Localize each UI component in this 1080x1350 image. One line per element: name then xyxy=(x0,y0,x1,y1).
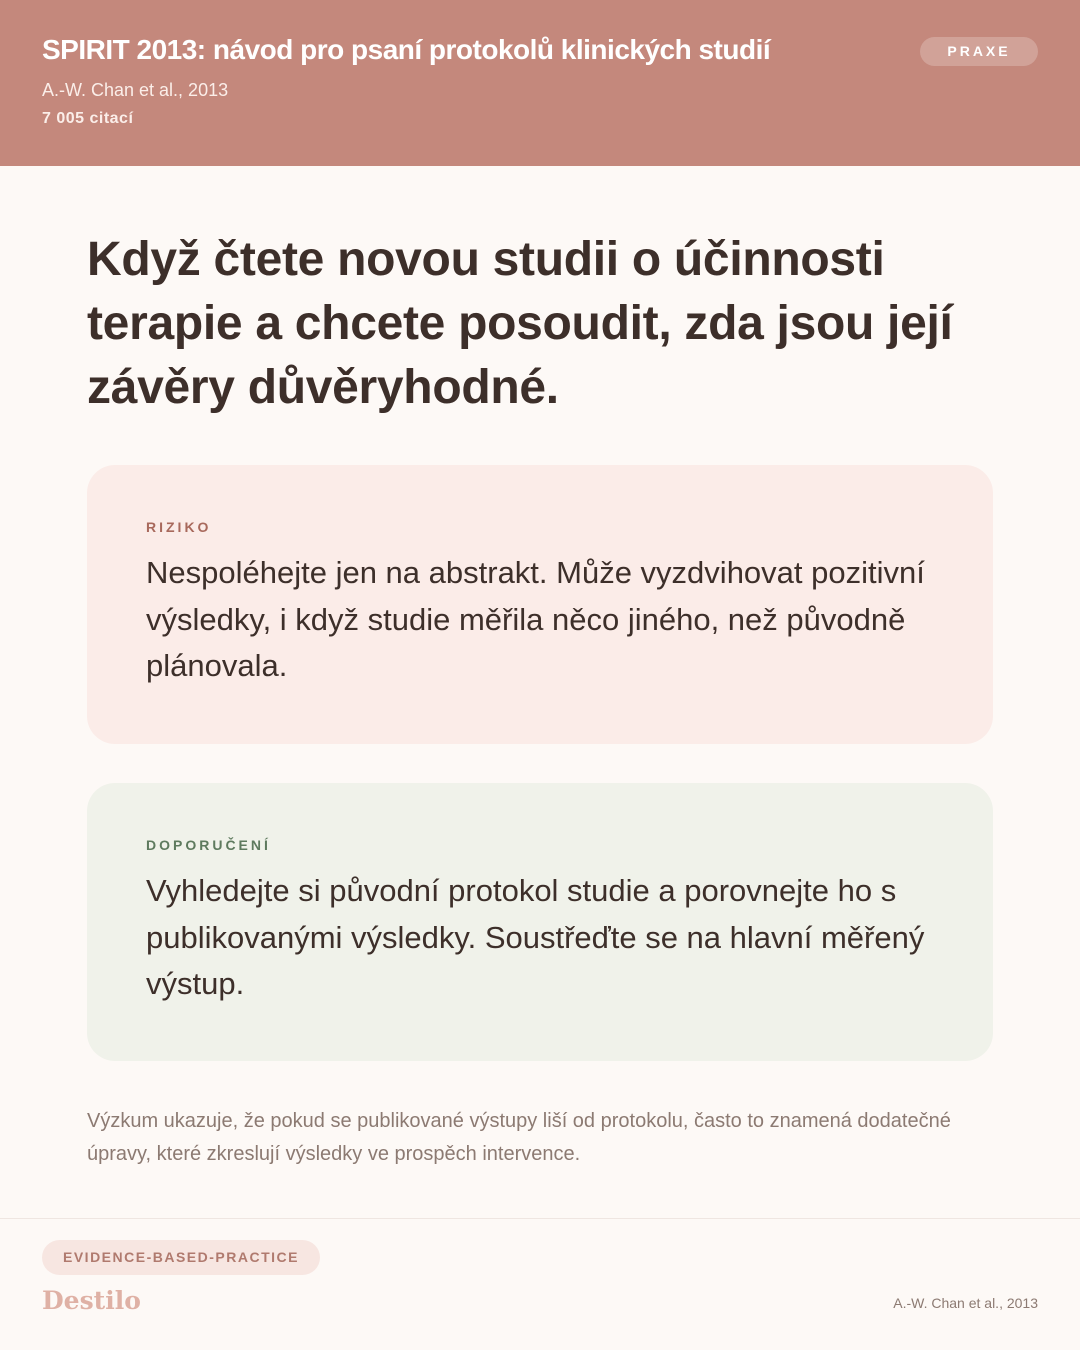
paper-title: SPIRIT 2013: návod pro psaní protokolů klinických studií xyxy=(42,34,771,65)
footer-citation: A.-W. Chan et al., 2013 xyxy=(893,1295,1038,1311)
citation-count: 7 005 citací xyxy=(42,110,134,127)
risk-card xyxy=(87,465,993,744)
recommendation-card xyxy=(87,783,993,1061)
brand-logo: Destilo xyxy=(42,1286,141,1315)
category-badge: PRAXE xyxy=(920,37,1038,66)
footer-divider xyxy=(0,1218,1080,1219)
topic-tag[interactable]: EVIDENCE-BASED-PRACTICE xyxy=(42,1240,320,1275)
recommendation-label: DOPORUČENÍ xyxy=(146,837,271,853)
paper-authors: A.-W. Chan et al., 2013 xyxy=(42,80,229,100)
risk-label: RIZIKO xyxy=(146,519,212,535)
research-footnote: Výzkum ukazuje, že pokud se publikované výstupy liší od protokolu, často to znamená dodatečné úpravy, které zkreslují výsledky ve prospěch intervence. xyxy=(87,1110,951,1165)
headline: Když čtete novou studii o účinnosti terapie a chcete posoudit, zda jsou její závěry důvěryhodné. xyxy=(87,233,953,414)
header-banner xyxy=(0,0,1080,166)
recommendation-text: Vyhledejte si původní protokol studie a porovnejte ho s publikovanými výsledky. Soustřeďte se na hlavní měřený výstup. xyxy=(146,873,925,1001)
risk-text: Nespoléhejte jen na abstrakt. Může vyzdvihovat pozitivní výsledky, i když studie měřila něco jiného, než původně plánovala. xyxy=(146,555,925,683)
